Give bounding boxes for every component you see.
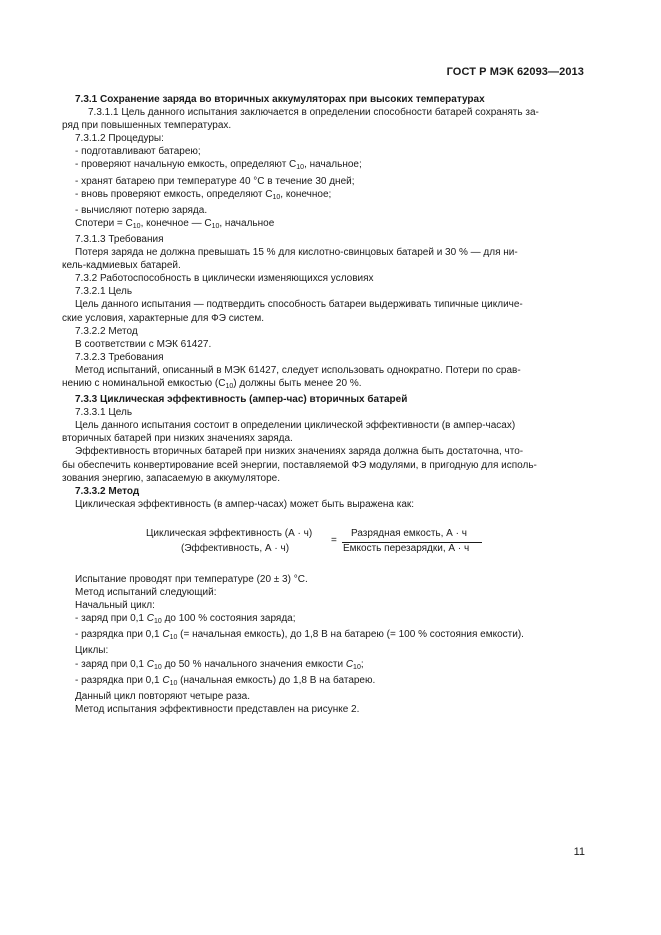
text: C [345, 658, 354, 670]
text: - заряд при 0,1 [75, 658, 147, 670]
paragraph-7-3-3-1-d: бы обеспечить конвертирование всей энергии, поставляемой ФЭ модулями, в пригодную для исполь- [62, 459, 537, 471]
paragraph-7-3-2-3-b [62, 377, 585, 393]
paragraph-7-3-3-2: Циклическая эффективность (в ампер-часах) может быть выражена как: [75, 498, 415, 510]
paragraph-7-3-1-3-b: кель-кадмиевых батарей. [62, 260, 181, 272]
formula-numerator: Разрядная емкость, А · ч [351, 528, 467, 539]
subscript: 10 [154, 663, 162, 671]
subscript: 10 [132, 222, 141, 230]
list-item: - вычисляют потерю заряда. [75, 204, 208, 216]
standard-header: ГОСТ Р МЭК 62093—2013 [446, 66, 584, 78]
subscript: 10 [272, 193, 281, 201]
subscript: 10 [169, 634, 178, 642]
text: C [162, 674, 170, 686]
formula-equals: = [331, 535, 337, 546]
list-item: - хранят батарею при температуре 40 °C в течение 30 дней; [75, 175, 355, 187]
text: - разрядка при 0,1 [75, 629, 163, 641]
text: ) должны быть менее 20 %. [233, 377, 362, 389]
text: (начальная емкость) до 1,8 В на батарею. [177, 674, 376, 686]
subsection-title-7-3-3-1: 7.3.3.1 Цель [75, 407, 133, 419]
text: C [162, 629, 170, 641]
list-item [75, 628, 585, 644]
subscript: 10 [169, 679, 178, 687]
paragraph-7-3-2-2: В соответствии с МЭК 61427. [75, 338, 212, 350]
document-body [62, 93, 585, 511]
paragraph-7-3-2-1-b: ские условия, характерные для ФЭ систем. [62, 312, 264, 324]
subsection-title-7-3-2-1: 7.3.2.1 Цель [75, 286, 133, 298]
paragraph-7-3-1-1-a: 7.3.1.1 Цель данного испытания заключается в определении способности батарей сохранять за- [88, 107, 539, 119]
subscript: 10 [154, 618, 162, 626]
list-item-text: , конечное; [280, 188, 332, 200]
method-intro: Метод испытаний следующий: [75, 587, 217, 599]
test-temperature: Испытание проводят при температуре (20 ± 3) °C. [75, 574, 308, 585]
list-item [75, 674, 585, 690]
cycles-label: Циклы: [75, 645, 109, 657]
text: нению с номинальной емкостью (C [62, 377, 226, 389]
section-title-7-3-1: 7.3.1 Сохранение заряда во вторичных аккумуляторах при высоких температурах [75, 94, 485, 105]
method-description [75, 573, 585, 716]
loss-formula-line [75, 217, 585, 233]
formula-left-line1: Циклическая эффективность (А · ч) [146, 528, 313, 539]
subscript: 10 [353, 663, 361, 671]
subscript: 10 [225, 382, 234, 390]
text: C [146, 658, 154, 670]
paragraph-7-3-2-1-a: Цель данного испытания — подтвердить способность батареи выдерживать типичные цикличе- [75, 299, 523, 311]
paragraph-7-3-3-1-e: зования энергию, запасаемую в аккумуляторе. [62, 472, 280, 484]
subscript: 10 [211, 222, 220, 230]
paragraph-7-3-2-3-a: Метод испытаний, описанный в МЭК 61427, следует использовать однократно. Потери по срав- [75, 364, 521, 376]
paragraph-7-3-3-1-b: вторичных батарей при низких значениях заряда. [62, 433, 293, 445]
paragraph-7-3-1-1-b: ряд при повышенных температурах. [62, 120, 232, 132]
text: Спотери = C [75, 217, 133, 229]
paragraph-7-3-1-3-a: Потеря заряда не должна превышать 15 % для кислотно-свинцовых батарей и 30 % — для ни- [75, 247, 518, 259]
subsection-title-7-3-1-3: 7.3.1.3 Требования [75, 233, 164, 245]
subsection-title-7-3-1-2: 7.3.1.2 Процедуры: [75, 133, 164, 145]
subscript: 10 [296, 164, 305, 172]
repeat-note: Данный цикл повторяют четыре раза. [75, 690, 250, 702]
list-item [75, 188, 585, 204]
paragraph-7-3-3-1-a: Цель данного испытания состоит в определении циклической эффективности (в ампер-часах) [75, 420, 516, 432]
efficiency-formula [146, 528, 486, 558]
formula-left-line2: (Эффективность, А · ч) [181, 543, 290, 554]
text: , конечное — C [140, 217, 212, 229]
list-item-text: - вновь проверяют емкость, определяют C [75, 188, 273, 200]
text: - разрядка при 0,1 [75, 674, 163, 686]
text: до 100 % состояния заряда; [161, 613, 296, 625]
subsection-title-7-3-3-2: 7.3.3.2 Метод [75, 485, 140, 497]
paragraph-7-3-3-1-c: Эффективность вторичных батарей при низких значениях заряда должна быть достаточна, что- [75, 446, 524, 458]
figure-reference: Метод испытания эффективности представлен на рисунке 2. [75, 703, 360, 715]
section-title-7-3-3: 7.3.3 Циклическая эффективность (ампер-час) вторичных батарей [75, 394, 408, 406]
list-item [75, 658, 585, 674]
subsection-title-7-3-2-2: 7.3.2.2 Метод [75, 325, 138, 337]
formula-denominator: Емкость перезарядки, А · ч [343, 543, 470, 554]
text: (= начальная емкость), до 1,8 В на батарею (= 100 % состояния емкости). [177, 629, 524, 641]
list-item [75, 158, 585, 174]
list-item-text: - проверяют начальную емкость, определяют C [75, 159, 297, 171]
initial-cycle-label: Начальный цикл: [75, 600, 155, 612]
list-item [75, 612, 585, 628]
text: C [146, 613, 154, 625]
list-item-text: , начальное; [304, 159, 362, 171]
list-item: - подготавливают батарею; [75, 146, 201, 158]
text: до 50 % начального значения емкости [161, 658, 346, 670]
subsection-title-7-3-2-3: 7.3.2.3 Требования [75, 351, 164, 363]
text: ; [360, 658, 364, 670]
page-number: 11 [573, 846, 585, 858]
text: - заряд при 0,1 [75, 613, 147, 625]
text: , начальное [219, 217, 275, 229]
section-title-7-3-2: 7.3.2 Работоспособность в циклически изменяющихся условиях [75, 273, 374, 285]
